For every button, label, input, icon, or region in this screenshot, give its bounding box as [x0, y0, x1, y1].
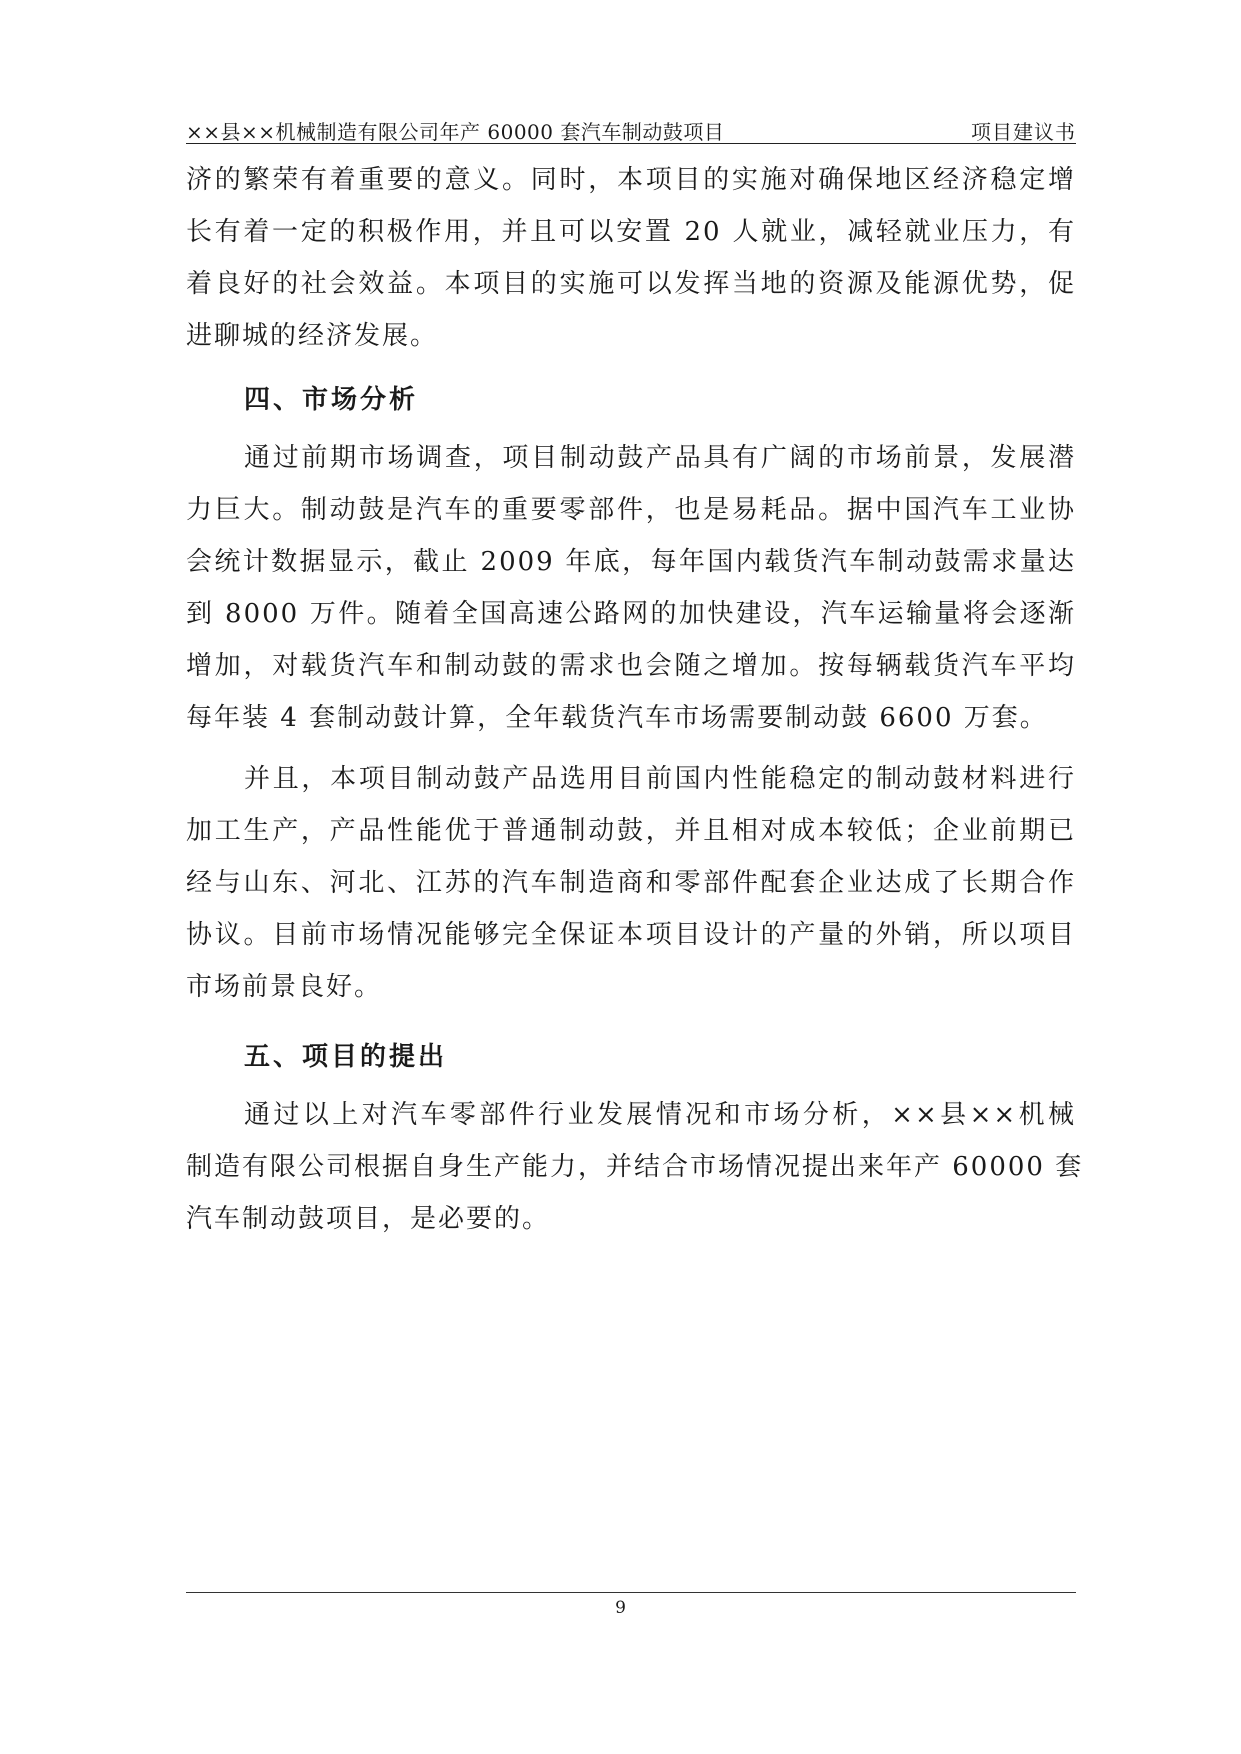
paragraph-line: 加工生产，产品性能优于普通制动鼓，并且相对成本较低；企业前期已 [186, 816, 1076, 846]
paragraph-project-conclusion [186, 1089, 1084, 1245]
paragraph-line: 会统计数据显示，截止 2009 年底，每年国内载货汽车制动鼓需求量达 [186, 547, 1076, 577]
footer-rule [186, 1592, 1076, 1593]
header-rule [186, 143, 1076, 144]
paragraph-line: 进聊城的经济发展。 [186, 321, 439, 351]
paragraph-line: 汽车制动鼓项目，是必要的。 [186, 1204, 551, 1234]
paragraph-line: 长有着一定的积极作用，并且可以安置 20 人就业，减轻就业压力，有 [186, 217, 1076, 247]
paragraph-product-advantages [186, 753, 1076, 1013]
paragraph-line: 力巨大。制动鼓是汽车的重要零部件，也是易耗品。据中国汽车工业协 [186, 495, 1076, 525]
paragraph-line: 制造有限公司根据自身生产能力，并结合市场情况提出来年产 60000 套 [186, 1152, 1084, 1182]
paragraph-line: 每年装 4 套制动鼓计算，全年载货汽车市场需要制动鼓 6600 万套。 [186, 703, 1048, 733]
page-number: 9 [615, 1598, 626, 1618]
paragraph-line: 市场前景良好。 [186, 972, 383, 1002]
paragraph-line: 协议。目前市场情况能够完全保证本项目设计的产量的外销，所以项目 [186, 920, 1076, 950]
paragraph-line: 到 8000 万件。随着全国高速公路网的加快建设，汽车运输量将会逐渐 [186, 599, 1076, 629]
paragraph-line: 并且，本项目制动鼓产品选用目前国内性能稳定的制动鼓材料进行 [244, 764, 1076, 794]
header-document-type: 项目建议书 [971, 120, 1076, 144]
section-heading-market-analysis: 四、市场分析 [244, 385, 419, 415]
paragraph-line: 通过以上对汽车零部件行业发展情况和市场分析，××县××机械 [244, 1100, 1076, 1130]
paragraph-line: 着良好的社会效益。本项目的实施可以发挥当地的资源及能源优势，促 [186, 269, 1076, 299]
paragraph-line: 济的繁荣有着重要的意义。同时，本项目的实施对确保地区经济稳定增 [186, 165, 1076, 195]
paragraph-line: 增加，对载货汽车和制动鼓的需求也会随之增加。按每辆载货汽车平均 [186, 651, 1076, 681]
paragraph-line: 经与山东、河北、江苏的汽车制造商和零部件配套企业达成了长期合作 [186, 868, 1076, 898]
header-project-title: ××县××机械制造有限公司年产 60000 套汽车制动鼓项目 [186, 120, 725, 144]
paragraph-social-benefits [186, 154, 1076, 362]
paragraph-line: 通过前期市场调查，项目制动鼓产品具有广阔的市场前景，发展潜 [244, 443, 1076, 473]
section-heading-project-proposal: 五、项目的提出 [244, 1042, 448, 1072]
paragraph-market-survey [186, 432, 1076, 744]
